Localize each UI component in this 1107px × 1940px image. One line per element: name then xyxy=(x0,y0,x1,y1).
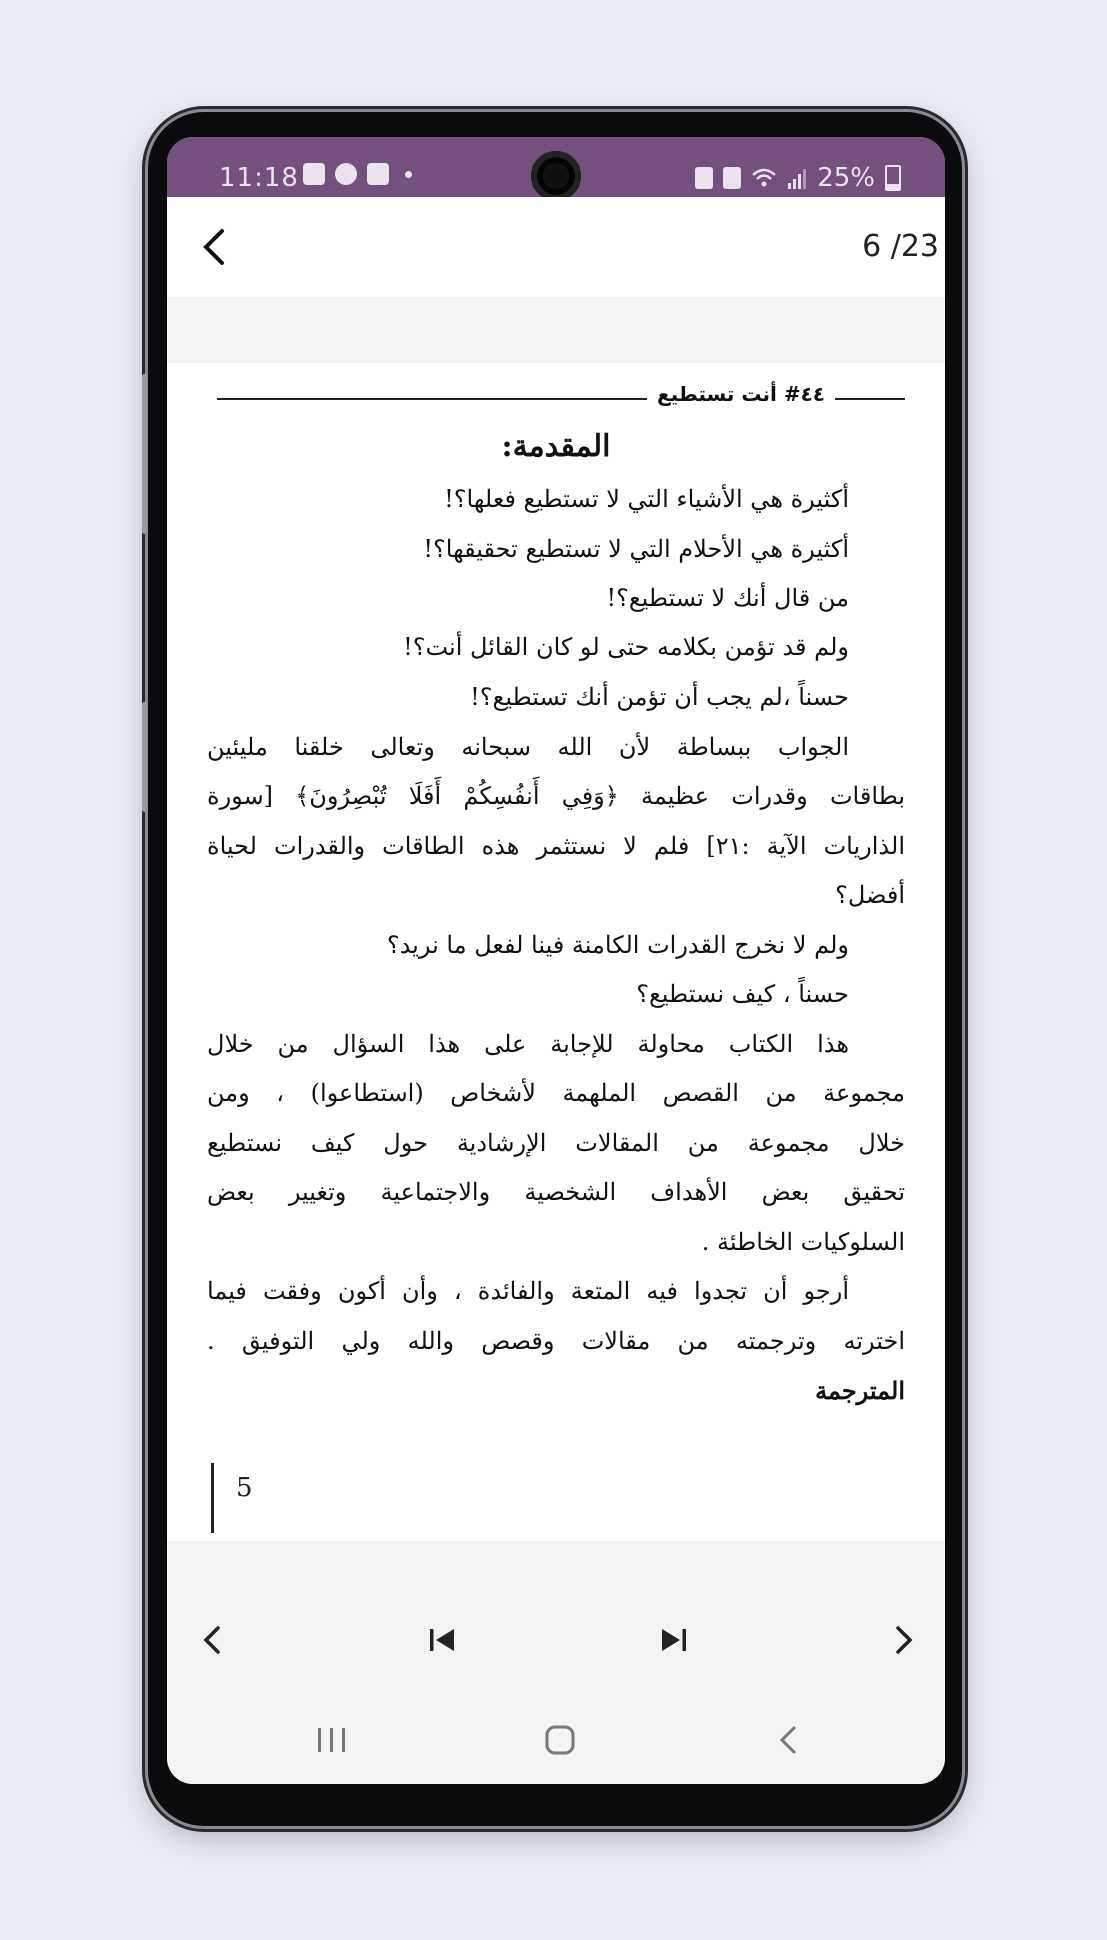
text-line: هذا الكتاب محاولة للإجابة على هذا السؤال من خلال xyxy=(207,1030,849,1058)
app-bar xyxy=(167,197,945,297)
prev-page-button[interactable] xyxy=(187,1615,237,1665)
text-line: أرجو أن تجدوا فيه المتعة والفائدة ، وأن أكون وفقت فيما xyxy=(207,1277,849,1305)
reader-navigation xyxy=(167,1541,945,1695)
message-icon xyxy=(367,163,389,185)
battery-percent: 25% xyxy=(817,163,875,193)
text-line: الجواب ببساطة لأن الله سبحانه وتعالى خلقنا مليئين xyxy=(207,733,849,761)
screen xyxy=(167,137,945,1784)
notification-icons xyxy=(303,163,412,185)
system-navigation-bar xyxy=(167,1695,945,1784)
text-line: حسناً ،لم يجب أن تؤمن أنك تستطيع؟! xyxy=(470,683,849,711)
page-counter: 6 /23 xyxy=(862,229,939,264)
translator-signature: المترجمة xyxy=(815,1376,905,1405)
mute-icon xyxy=(723,167,741,189)
last-page-button[interactable] xyxy=(649,1615,699,1665)
back-icon xyxy=(776,1724,800,1756)
chevron-left-icon xyxy=(200,1624,224,1656)
bixby-button xyxy=(142,702,147,812)
text-line: بطاقات وقدرات عظيمة ﴿وَفِي أَنفُسِكُمْ أَفَلَا تُبْصِرُونَ﴾ [سورة xyxy=(207,782,905,810)
text-line: أفضل؟ xyxy=(835,881,905,909)
text-line: السلوكيات الخاطئة . xyxy=(701,1228,905,1256)
text-line: خلال مجموعة من المقالات الإرشادية حول كيف نستطيع xyxy=(207,1129,905,1157)
text-line: اخترته وترجمته من مقالات وقصص والله ولي التوفيق . xyxy=(207,1327,905,1355)
status-bar xyxy=(167,137,945,197)
back-button[interactable] xyxy=(185,219,241,275)
home-button[interactable] xyxy=(535,1715,585,1765)
header-rule xyxy=(835,398,905,400)
page-gap xyxy=(167,297,945,363)
skip-first-icon xyxy=(426,1624,458,1656)
front-camera xyxy=(531,151,581,201)
text-line: مجموعة من القصص الملهمة لأشخاص (استطاعوا) ، ومن xyxy=(207,1079,905,1107)
wifi-icon xyxy=(751,167,777,189)
system-status-icons xyxy=(695,163,901,193)
text-line: أكثيرة هي الأحلام التي لا تستطيع تحقيقها؟! xyxy=(423,535,849,563)
text-line: أكثيرة هي الأشياء التي لا تستطيع فعلها؟! xyxy=(444,485,849,513)
text-line: من قال أنك لا تستطيع؟! xyxy=(606,584,849,612)
signal-icon xyxy=(787,167,807,189)
page-number: 5 xyxy=(211,1463,253,1533)
text-line: ولم قد تؤمن بكلامه حتى لو كان القائل أنت؟! xyxy=(403,633,849,661)
volume-button xyxy=(142,374,147,534)
text-line: الذاريات الآية :٢١] فلم لا نستثمر هذه الطاقات والقدرات لحياة xyxy=(207,832,905,860)
page-header xyxy=(217,379,905,409)
battery-icon xyxy=(885,165,901,191)
document-page[interactable] xyxy=(167,363,945,1541)
chevron-left-icon xyxy=(198,227,228,267)
text-line: حسناً ، كيف نستطيع؟ xyxy=(636,980,849,1008)
app-notification-icon xyxy=(335,163,357,185)
more-notifications-icon xyxy=(405,171,412,178)
gallery-icon xyxy=(303,163,325,185)
recents-icon xyxy=(315,1725,349,1755)
header-title: ٤٤# أنت تستطيع xyxy=(657,382,825,406)
recents-button[interactable] xyxy=(307,1715,357,1765)
header-rule xyxy=(217,398,647,400)
home-icon xyxy=(543,1723,577,1757)
text-line: ولم لا نخرج القدرات الكامنة فينا لفعل ما نريد؟ xyxy=(386,931,849,959)
system-back-button[interactable] xyxy=(763,1715,813,1765)
next-page-button[interactable] xyxy=(879,1615,929,1665)
battery-saver-icon xyxy=(695,167,713,189)
first-page-button[interactable] xyxy=(417,1615,467,1665)
chevron-right-icon xyxy=(892,1624,916,1656)
page-heading: المقدمة: xyxy=(501,429,611,464)
status-time: 11:18 xyxy=(219,163,299,193)
text-line: تحقيق بعض الأهداف الشخصية والاجتماعية وتغيير بعض xyxy=(207,1178,905,1206)
skip-last-icon xyxy=(658,1624,690,1656)
